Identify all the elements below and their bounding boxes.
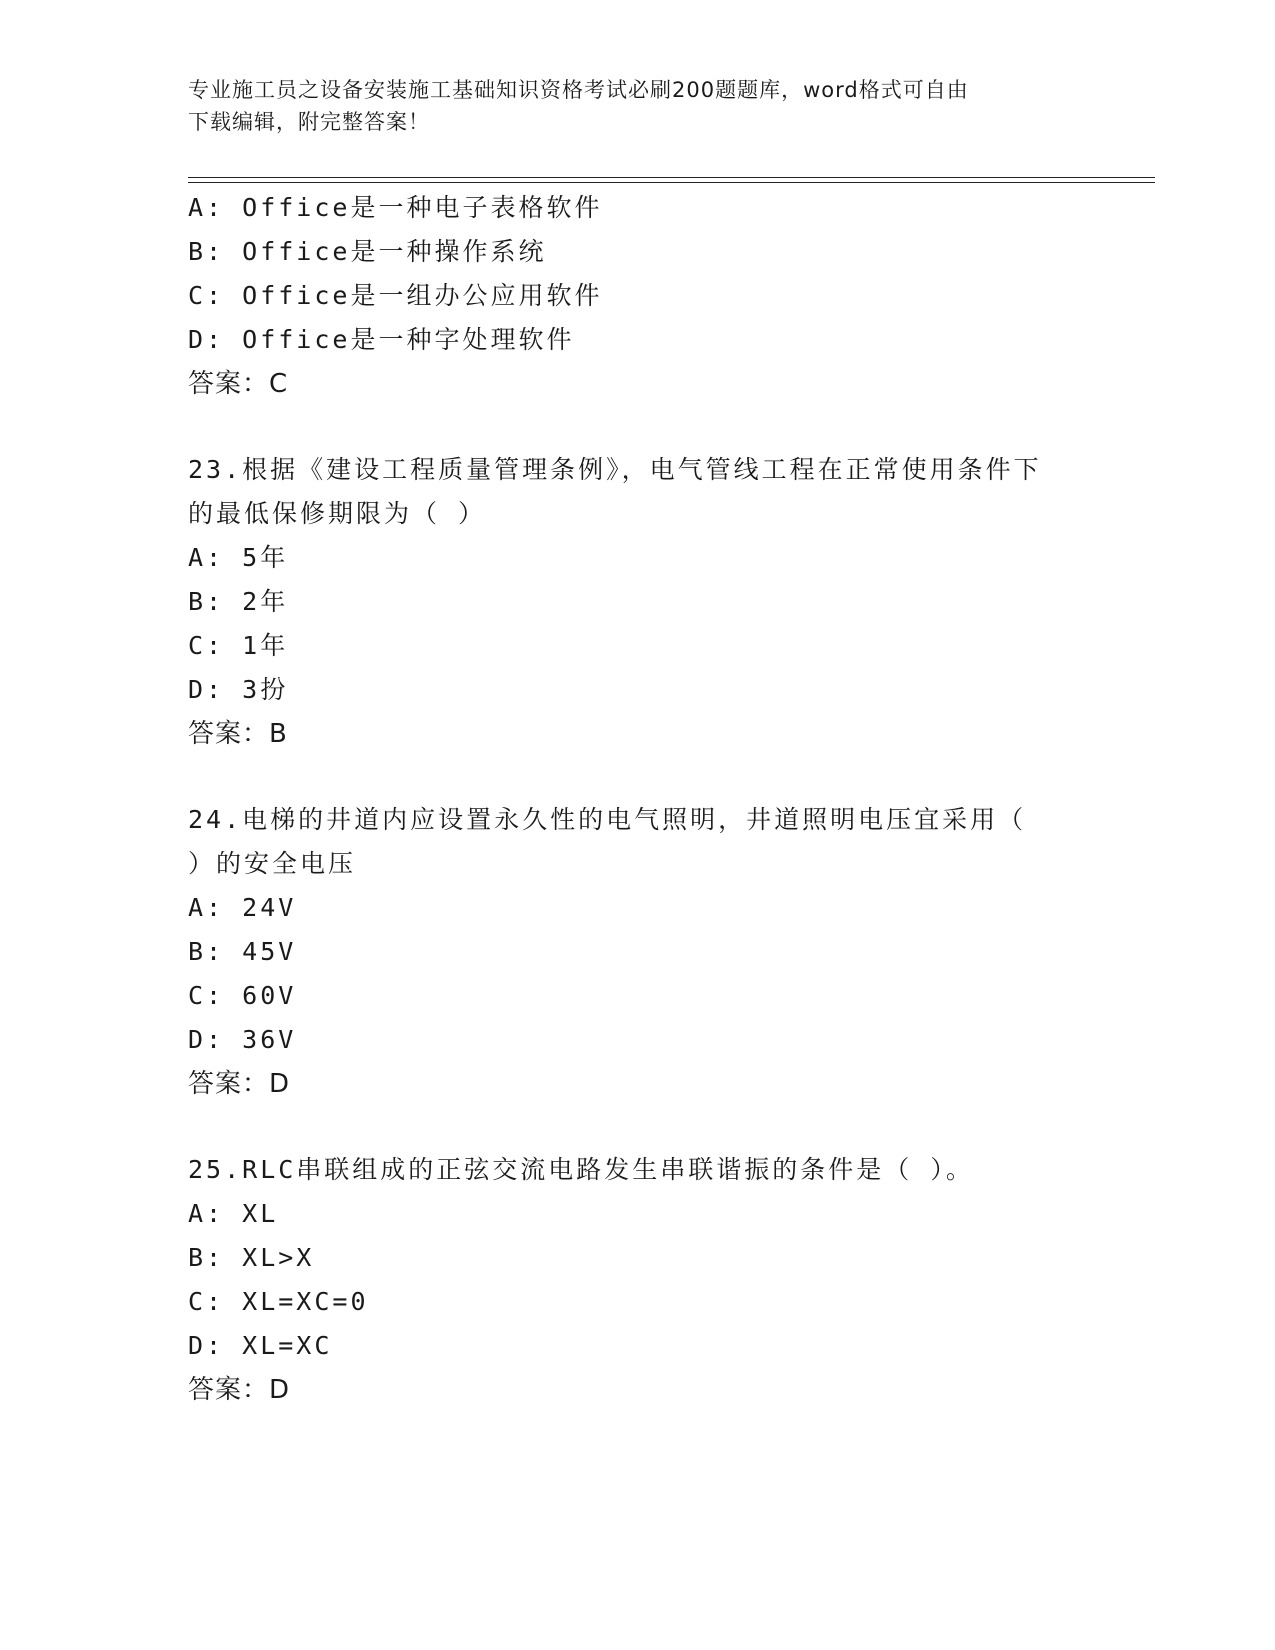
q25-answer: 答案：D [188,1375,291,1405]
header-line-2: 下载编辑，附完整答案！ [188,110,430,134]
q22-option-a: A: Office是一种电子表格软件 [188,193,603,222]
q24-option-d: D: 36V [188,1025,297,1054]
q23-option-a: A: 5年 [188,543,289,572]
q24-stem-line-1: 24.电梯的井道内应设置永久性的电气照明，井道照明电压宜采用（ [188,805,1027,834]
q24-stem-line-2: ）的安全电压 [188,849,357,878]
q23-stem-line-1: 23.根据《建设工程质量管理条例》，电气管线工程在正常使用条件下 [188,455,1042,484]
q23-option-b: B: 2年 [188,587,289,616]
q22-option-d: D: Office是一种字处理软件 [188,325,575,354]
q25-option-d: D: XL=XC [188,1331,333,1360]
q22-answer: 答案：C [188,369,289,399]
q23-option-c: C: 1年 [188,631,289,660]
q24-option-b: B: 45V [188,937,297,966]
q22-option-c: C: Office是一组办公应用软件 [188,281,603,310]
q23-answer: 答案：B [188,719,288,749]
q24-option-c: C: 60V [188,981,297,1010]
q23-stem-line-2: 的最低保修期限为（ ） [188,499,487,528]
q25-option-c: C: XL=XC=0 [188,1287,369,1316]
q23-option-d: D: 3扮 [188,675,289,704]
q25-stem-line-1: 25.RLC串联组成的正弦交流电路发生串联谐振的条件是（ ）。 [188,1155,974,1184]
document-header [188,74,1088,138]
q25-option-a: A: XL [188,1199,279,1228]
q25-option-b: B: XL>X [188,1243,315,1272]
q24-answer: 答案：D [188,1069,291,1099]
header-line-1: 专业施工员之设备安装施工基础知识资格考试必刷200题题库，word格式可自由 [188,78,969,102]
header-divider-bottom [188,182,1155,183]
header-divider-top [188,177,1155,178]
q24-option-a: A: 24V [188,893,297,922]
q22-option-b: B: Office是一种操作系统 [188,237,547,266]
